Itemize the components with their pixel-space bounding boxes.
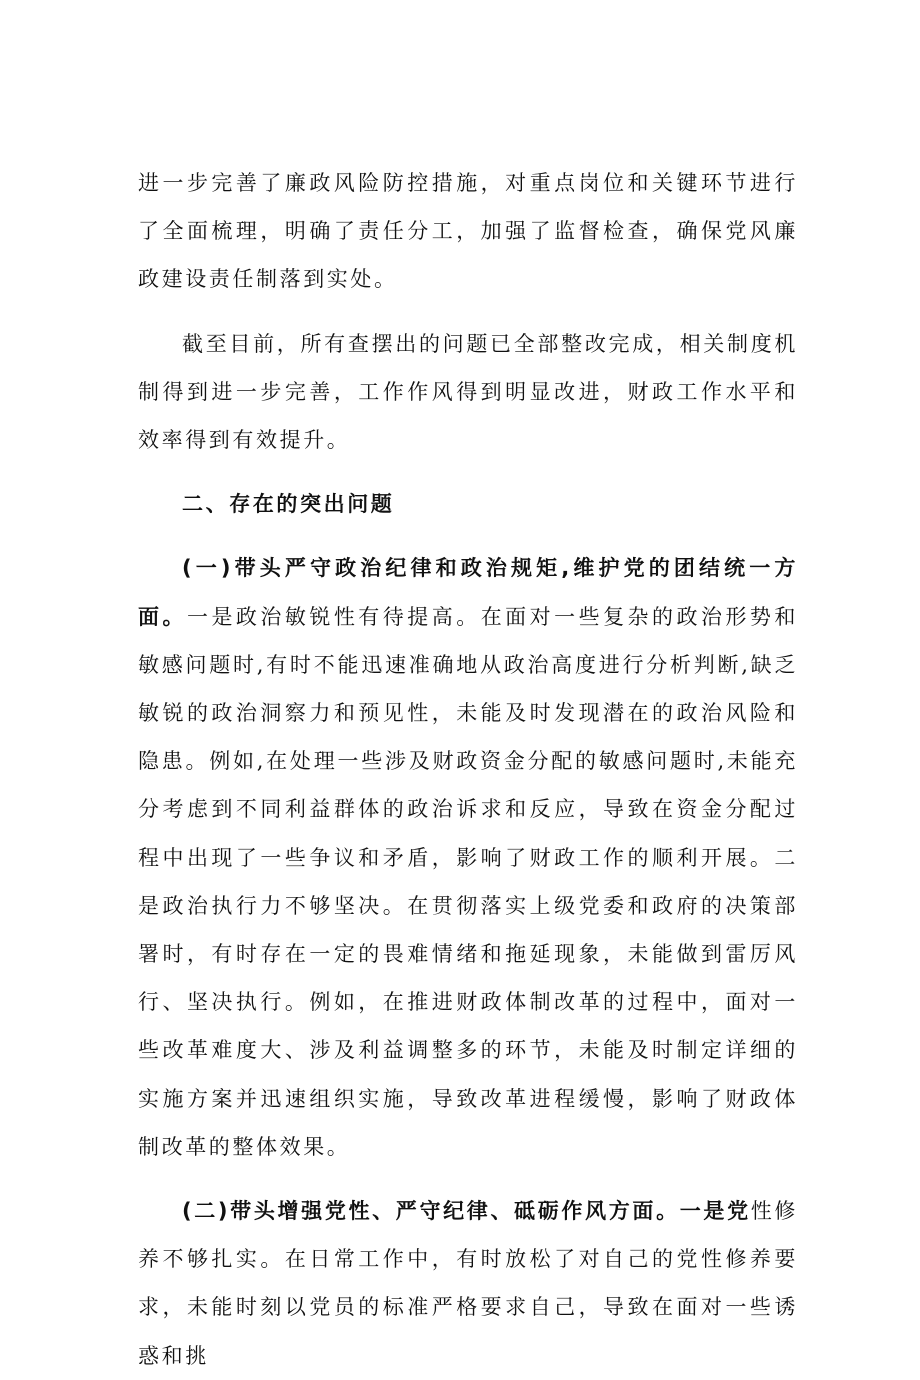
document-body	[138, 159, 798, 1380]
paragraph-subsection-1	[138, 544, 798, 1171]
subsection-1-body: 一是政治敏锐性有待提高。在面对一些复杂的政治形势和敏感问题时,有时不能迅速准确地从政治高度进行分析判断,缺乏敏锐的政治洞察力和预见性，未能及时发现潜在的政治风险和隐患。例如,在处理一些涉及财政资金分配的敏感问题时,未能充分考虑到不同利益群体的政治诉求和反应，导致在资金分配过程中出现了一些争议和矛盾，影响了财政工作的顺利开展。二是政治执行力不够坚决。在贯彻落实上级党委和政府的决策部署时，有时存在一定的畏难情绪和拖延现象，未能做到雷厉风行、坚决执行。例如，在推进财政体制改革的过程中，面对一些改革难度大、涉及利益调整多的环节，未能及时制定详细的实施方案并迅速组织实施，导致改革进程缓慢，影响了财政体制改革的整体效果。	[138, 604, 799, 1159]
paragraph-subsection-2	[138, 1187, 798, 1380]
subsection-1-lead: (一)带头严守政治纪律和政治规矩,维护党的团结统一方面。	[138, 556, 798, 629]
subsection-2-body: 性修养不够扎实。在日常工作中，有时放松了对自己的党性修养要求，未能时刻以党员的标准严格要求自己，导致在面对一些诱惑和挑	[138, 1199, 798, 1368]
paragraph-gap	[138, 464, 798, 480]
paragraph-gap	[138, 304, 798, 320]
section-heading: 二、存在的突出问题	[182, 492, 395, 517]
paragraph-summary: 截至目前，所有查摆出的问题已全部整改完成，相关制度机制得到进一步完善，工作作风得到明显改进，财政工作水平和效率得到有效提升。	[138, 331, 798, 453]
paragraph-continuation: 进一步完善了廉政风险防控措施，对重点岗位和关键环节进行了全面梳理，明确了责任分工，加强了监督检查，确保党风廉政建设责任制落到实处。	[138, 171, 798, 292]
subsection-2-lead: (二)带头增强党性、严守纪律、砥砺作风方面。一是党	[182, 1199, 751, 1224]
paragraph-gap	[138, 528, 798, 544]
paragraph-gap	[138, 1171, 798, 1187]
